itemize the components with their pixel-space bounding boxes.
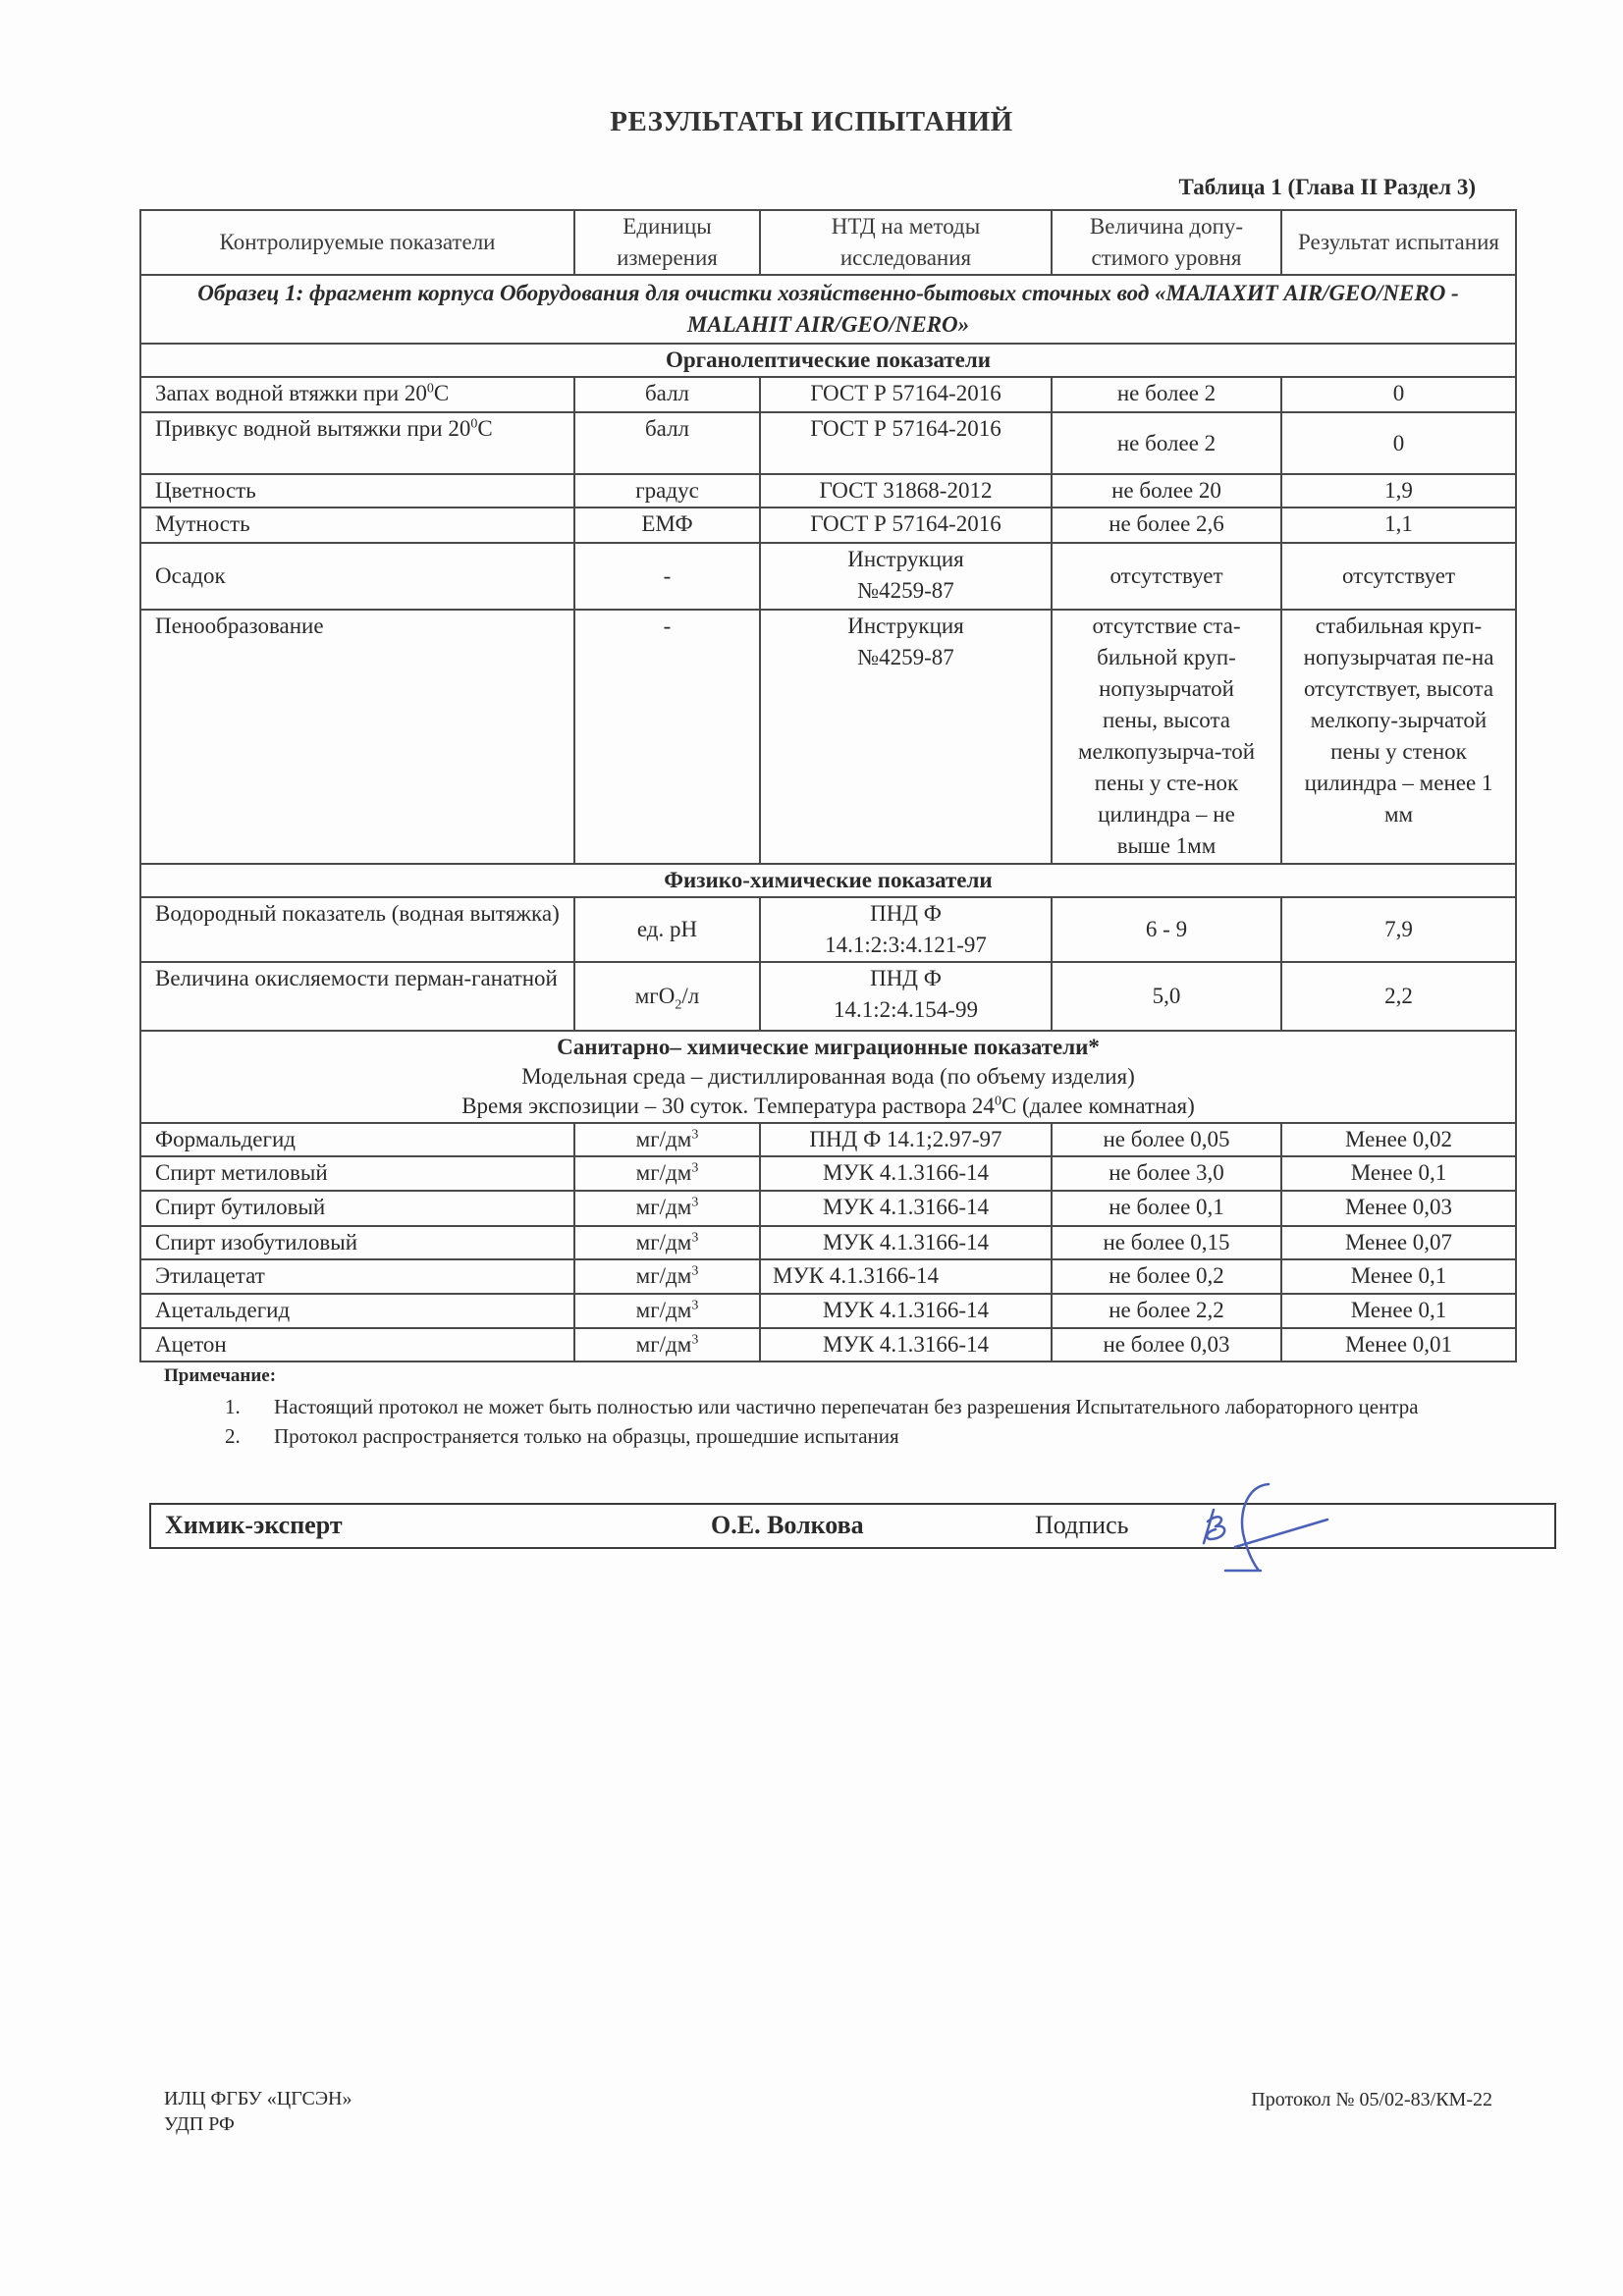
table-row xyxy=(140,377,1516,412)
footer-org-line2: УДП РФ xyxy=(164,2113,235,2135)
table-row xyxy=(140,1226,1516,1259)
result: Менее 0,07 xyxy=(1281,1226,1516,1259)
method: ГОСТ Р 57164-2016 xyxy=(760,412,1052,474)
unit: градус xyxy=(574,474,760,507)
indicator-name: Привкус водной вытяжки при $20^0С$ xyxy=(140,412,574,474)
section-organoleptic: Органолептические показатели xyxy=(140,344,1516,377)
indicator-name: Цветность xyxy=(140,474,574,507)
unit: $мг/дм^3$ xyxy=(574,1259,760,1294)
table-row xyxy=(140,1123,1516,1156)
note-number: 1. xyxy=(225,1395,241,1418)
indicator-name: Спирт метиловый xyxy=(140,1156,574,1191)
result: 0 xyxy=(1281,377,1516,412)
result: Менее 0,01 xyxy=(1281,1328,1516,1362)
page-title: РЕЗУЛЬТАТЫ ИСПЫТАНИЙ xyxy=(610,106,1013,137)
unit: - xyxy=(574,543,760,610)
method: Инструкция №4259-87 xyxy=(760,543,1052,610)
indicator-name: Осадок xyxy=(140,543,574,610)
table-caption: Таблица 1 (Глава II Раздел 3) xyxy=(1178,175,1476,199)
notes xyxy=(164,1362,1519,1451)
section-header-row xyxy=(140,344,1516,377)
table-row xyxy=(140,1294,1516,1328)
method: МУК 4.1.3166-14 xyxy=(760,1226,1052,1259)
unit: ед. рН xyxy=(574,897,760,962)
table-row xyxy=(140,543,1516,610)
method: МУК 4.1.3166-14 xyxy=(760,1328,1052,1362)
signature-label: Подпись xyxy=(1035,1511,1129,1539)
unit: $мг/дм^3$ xyxy=(574,1191,760,1226)
method: ГОСТ Р 57164-2016 xyxy=(760,507,1052,543)
table-row xyxy=(140,610,1516,864)
result: 1,1 xyxy=(1281,507,1516,543)
results-table xyxy=(139,209,1517,1362)
unit: ЕМФ xyxy=(574,507,760,543)
method: Инструкция №4259-87 xyxy=(760,610,1052,864)
limit: не более 0,05 xyxy=(1052,1123,1281,1156)
section-sanitary-exposure: Время экспозиции – 30 суток. Температура раствора $24^0С$ (далее комнатная) xyxy=(461,1094,1195,1118)
limit: не более 2,2 xyxy=(1052,1294,1281,1328)
result: Менее 0,03 xyxy=(1281,1191,1516,1226)
section-sanitary-medium: Модельная среда – дистиллированная вода (по объему изделия) xyxy=(521,1064,1135,1089)
limit: не более 0,03 xyxy=(1052,1328,1281,1362)
indicator-name: Величина окисляемости перман-ганатной xyxy=(140,962,574,1031)
unit: - xyxy=(574,610,760,864)
limit: не более 2 xyxy=(1052,377,1281,412)
result: Менее 0,1 xyxy=(1281,1156,1516,1191)
method: ПНД Ф 14.1:2:4.154-99 xyxy=(760,962,1052,1031)
handwritten-signature-icon xyxy=(1178,1472,1355,1580)
indicator-name: Ацетон xyxy=(140,1328,574,1362)
method: МУК 4.1.3166-14 xyxy=(760,1294,1052,1328)
limit: отсутствие ста-бильной круп-нопузырчатой пены, высота мелкопузырча-той пены у сте-нок цилиндра – не выше 1мм xyxy=(1052,610,1281,864)
footer-organization xyxy=(164,2086,352,2137)
indicator-name: Этилацетат xyxy=(140,1259,574,1294)
indicator-name: Спирт изобутиловый xyxy=(140,1226,574,1259)
table-row xyxy=(140,962,1516,1031)
column-header: НТД на методы исследования xyxy=(760,210,1052,275)
method: ПНД Ф 14.1;2.97-97 xyxy=(760,1123,1052,1156)
section-sanitary xyxy=(140,1031,1516,1123)
column-header: Единицы измерения xyxy=(574,210,760,275)
notes-list xyxy=(164,1392,1519,1451)
result: 1,9 xyxy=(1281,474,1516,507)
note-number: 2. xyxy=(225,1424,241,1448)
section-physchem: Физико-химические показатели xyxy=(140,864,1516,897)
table-header-row xyxy=(140,210,1516,275)
method: ПНД Ф 14.1:2:3:4.121-97 xyxy=(760,897,1052,962)
table-row xyxy=(140,507,1516,543)
table-row xyxy=(140,1156,1516,1191)
result: Менее 0,02 xyxy=(1281,1123,1516,1156)
table-row xyxy=(140,1259,1516,1294)
limit: не более 0,1 xyxy=(1052,1191,1281,1226)
limit: 5,0 xyxy=(1052,962,1281,1031)
unit: $мг/дм^3$ xyxy=(574,1226,760,1259)
column-header: Контролируемые показатели xyxy=(140,210,574,275)
result: стабильная круп-нопузырчатая пе-на отсутствует, высота мелкопу-зырчатой пены у стенок цилиндра – менее 1 мм xyxy=(1281,610,1516,864)
method: МУК 4.1.3166-14 xyxy=(760,1259,1052,1294)
table-row xyxy=(140,412,1516,474)
result: отсутствует xyxy=(1281,543,1516,610)
indicator-name: Ацетальдегид xyxy=(140,1294,574,1328)
sample-row xyxy=(140,275,1516,344)
result: 7,9 xyxy=(1281,897,1516,962)
column-header: Величина допу-стимого уровня xyxy=(1052,210,1281,275)
result: Менее 0,1 xyxy=(1281,1294,1516,1328)
limit: не более 2 xyxy=(1052,412,1281,474)
signer-name: О.Е. Волкова xyxy=(711,1511,864,1539)
indicator-name: Мутность xyxy=(140,507,574,543)
section-header-row xyxy=(140,864,1516,897)
result: 2,2 xyxy=(1281,962,1516,1031)
note-item xyxy=(164,1392,1519,1421)
unit: балл xyxy=(574,412,760,474)
limit: не более 20 xyxy=(1052,474,1281,507)
limit: не более 0,15 xyxy=(1052,1226,1281,1259)
result: 0 xyxy=(1281,412,1516,474)
method: МУК 4.1.3166-14 xyxy=(760,1156,1052,1191)
section-sanitary-title: Санитарно– химические миграционные показатели* xyxy=(557,1035,1100,1059)
indicator-name: Запах водной втяжки при $20^0С$ xyxy=(140,377,574,412)
limit: не более 2,6 xyxy=(1052,507,1281,543)
note-text: Протокол распространяется только на образцы, прошедшие испытания xyxy=(274,1424,899,1448)
column-header: Результат испытания xyxy=(1281,210,1516,275)
unit: балл xyxy=(574,377,760,412)
method: ГОСТ Р 57164-2016 xyxy=(760,377,1052,412)
unit: $мг/дм^3$ xyxy=(574,1294,760,1328)
footer-org-line1: ИЛЦ ФГБУ «ЦГСЭН» xyxy=(164,2088,352,2109)
limit: 6 - 9 xyxy=(1052,897,1281,962)
limit: не более 3,0 xyxy=(1052,1156,1281,1191)
table-row xyxy=(140,1191,1516,1226)
table-row xyxy=(140,474,1516,507)
note-text: Настоящий протокол не может быть полностью или частично перепечатан без разрешения Испытательного лабораторного центра xyxy=(274,1395,1419,1418)
signer-role: Химик-эксперт xyxy=(165,1511,343,1539)
table-row xyxy=(140,897,1516,962)
table-row xyxy=(140,1328,1516,1362)
unit: $мг/дм^3$ xyxy=(574,1123,760,1156)
section-header-row xyxy=(140,1031,1516,1123)
limit: не более 0,2 xyxy=(1052,1259,1281,1294)
method: МУК 4.1.3166-14 xyxy=(760,1191,1052,1226)
sample-description: Образец 1: фрагмент корпуса Оборудования для очистки хозяйственно-бытовых сточных вод «МАЛАХИТ AIR/GEO/NERO - MALAHIT AIR/GEO/NERO» xyxy=(140,275,1516,344)
limit: отсутствует xyxy=(1052,543,1281,610)
indicator-name: Формальдегид xyxy=(140,1123,574,1156)
indicator-name: Водородный показатель (водная вытяжка) xyxy=(140,897,574,962)
indicator-name: Спирт бутиловый xyxy=(140,1191,574,1226)
unit: $мг/дм^3$ xyxy=(574,1328,760,1362)
notes-title: Примечание: xyxy=(164,1365,277,1386)
indicator-name: Пенообразование xyxy=(140,610,574,864)
note-item xyxy=(164,1421,1519,1451)
method: ГОСТ 31868-2012 xyxy=(760,474,1052,507)
unit: мгО$_2$/л xyxy=(574,962,760,1031)
unit: $мг/дм^3$ xyxy=(574,1156,760,1191)
footer-protocol-number: Протокол № 05/02-83/КМ-22 xyxy=(1251,2089,1492,2110)
result: Менее 0,1 xyxy=(1281,1259,1516,1294)
